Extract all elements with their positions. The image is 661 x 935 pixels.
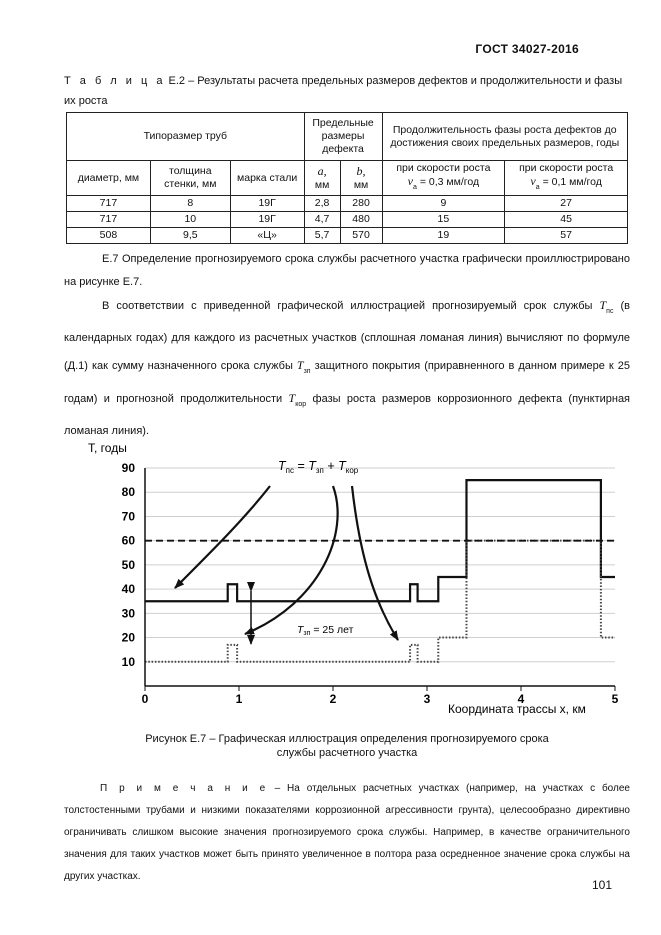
chart-series: [145, 480, 615, 662]
x-tick-label: 0: [141, 692, 149, 706]
paragraph-e7-text: Е.7 Определение прогнозируемого срока службы расчетного участка графически проиллюстрировано на рисунке Е.7.: [64, 253, 630, 288]
y-tick-label: 30: [121, 606, 135, 621]
header-rate-03-text: при скорости роста: [396, 162, 491, 174]
x-tick-label: 4: [517, 692, 525, 706]
table-cell: 480: [340, 212, 382, 228]
note-text: – На отдельных расчетных участках (например, на участках с более толстостенными трубами и низкими показателями коррозионной агрессивности грунта), целесообразно директивно ограничивать слишком высокие значения прогнозируемого срока службы. Например, в качестве ограничительного значения для таких участков может быть принято увеличенное в полтора раза осредненное значение срока службы на других участках.: [64, 783, 630, 882]
header-rate-03-symbol: v: [407, 174, 413, 188]
arrow-to-bracket: [245, 486, 338, 634]
standard-header: ГОСТ 34027-2016: [475, 42, 579, 56]
note-label: П р и м е ч а н и е: [100, 783, 268, 794]
results-table: [66, 112, 628, 244]
formula-t-ps: T: [278, 459, 286, 473]
header-diameter: диаметр, мм: [67, 161, 151, 196]
table-cell: 570: [340, 228, 382, 244]
subscript-ps: пс: [606, 308, 614, 315]
table-cell: 57: [505, 228, 628, 244]
header-rate-03-subscript: a: [412, 184, 417, 191]
y-tick-label: 70: [121, 509, 135, 524]
header-rate-01-formula: = 0,1 мм/год: [542, 176, 602, 188]
subscript-kor: кор: [295, 401, 307, 408]
paragraph-text-part-1: В соответствии с приведенной графической иллюстрацией прогнозируемый срок службы: [102, 300, 593, 312]
header-rate-01-symbol: v: [530, 174, 536, 188]
formula-t-kor: T: [338, 459, 346, 473]
table-row: [67, 196, 628, 212]
table-cell: 2,8: [304, 196, 340, 212]
y-tick-label: 50: [121, 557, 135, 572]
header-a-symbol: a,: [317, 163, 327, 178]
table-cell: 45: [505, 212, 628, 228]
x-tick-label: 1: [235, 692, 243, 706]
header-rate-03: [382, 161, 505, 196]
table-cell: 9,5: [150, 228, 230, 244]
paragraph-text-part-3: защитного покрытия (приравненного в данном примере к 25 годам) и прогнозной продолжительности: [64, 360, 631, 405]
paragraph-e7: [64, 248, 630, 294]
formula-sub-kor: кор: [345, 466, 359, 475]
table-caption-text: Е.2 – Результаты расчета предельных размеров дефектов и продолжительности и фазы их роста: [64, 75, 623, 107]
figure-caption-line-2: службы расчетного участка: [276, 747, 418, 759]
header-rate-01-text: при скорости роста: [519, 162, 614, 174]
zp-label-value: = 25 лет: [310, 624, 354, 636]
paragraph-service-life: [64, 292, 630, 445]
chart-ticks: [122, 461, 619, 706]
y-tick-label: 40: [121, 582, 135, 597]
table-cell: 280: [340, 196, 382, 212]
table-cell: 19Г: [230, 196, 304, 212]
table-cell: 4,7: [304, 212, 340, 228]
table-cell: 19: [382, 228, 505, 244]
header-a: [304, 161, 340, 196]
formula-sub-zp: зп: [315, 466, 324, 475]
y-tick-label: 90: [121, 461, 135, 475]
table-cell: «Ц»: [230, 228, 304, 244]
table-cell: 717: [67, 196, 151, 212]
table-cell: 15: [382, 212, 505, 228]
symbol-t: T: [296, 358, 304, 372]
header-limit-size: Предельные размеры дефекта: [304, 113, 382, 161]
table-cell: 717: [67, 212, 151, 228]
page-number: 101: [592, 878, 613, 892]
header-thickness: толщина стенки, мм: [150, 161, 230, 196]
table-caption: [64, 71, 630, 111]
table-cell: 9: [382, 196, 505, 212]
y-axis-label: T, годы: [88, 441, 127, 455]
header-b-symbol: b,: [356, 163, 366, 178]
header-b-unit: мм: [353, 178, 369, 191]
subscript-zp: зп: [303, 368, 311, 375]
header-a-unit: мм: [314, 178, 330, 191]
table-caption-label: Т а б л и ц а: [64, 75, 166, 87]
table-cell: 19Г: [230, 212, 304, 228]
x-tick-label: 3: [423, 692, 431, 706]
zp-label: [297, 624, 354, 637]
zp-label-sub: зп: [303, 630, 311, 637]
figure-caption-line-1: Рисунок Е.7 – Графическая иллюстрация определения прогнозируемого срока: [145, 733, 549, 745]
table-row: [67, 228, 628, 244]
header-rate-03-formula: = 0,3 мм/год: [419, 176, 480, 188]
x-tick-label: 5: [611, 692, 619, 706]
arrow-to-solid-line: [175, 486, 270, 588]
chart-grid: [145, 468, 615, 662]
header-rate-01: [505, 161, 628, 196]
table-cell: 27: [505, 196, 628, 212]
symbol-t: T: [599, 298, 607, 312]
table-cell: 508: [67, 228, 151, 244]
arrow-to-dotted-line: [352, 486, 398, 640]
header-growth-duration: Продолжительность фазы роста дефектов до достижения своих предельных размеров, годы: [382, 113, 627, 161]
table-cell: 8: [150, 196, 230, 212]
table-cell: 10: [150, 212, 230, 228]
y-tick-label: 10: [121, 654, 135, 669]
formula-sub-ps: пс: [285, 466, 294, 475]
formula-equals: =: [293, 459, 309, 473]
header-steel-grade: марка стали: [230, 161, 304, 196]
x-axis-label: Координата трассы x, км: [448, 702, 586, 716]
formula-t-zp: T: [308, 459, 316, 473]
header-pipe-size: Типоразмер труб: [67, 113, 305, 161]
zp-label-t: T: [297, 624, 304, 636]
formula-plus: +: [323, 459, 339, 473]
formula-annotation: [278, 459, 359, 475]
figure-caption: [66, 732, 628, 760]
service-life-chart: [70, 438, 620, 718]
x-tick-label: 2: [329, 692, 337, 706]
table-row: [67, 212, 628, 228]
y-tick-label: 60: [121, 533, 135, 548]
y-tick-label: 80: [121, 485, 135, 500]
paragraph-text-part-4: фазы роста размеров коррозионного дефекта (пунктирная ломаная линия).: [64, 393, 631, 437]
symbol-t: T: [288, 391, 296, 405]
paragraph-text-part-2: (в календарных годах) для каждого из расчетных участков (сплошная ломаная линия) вычисляют по формуле (Д.1) как сумму назначенного срока службы: [64, 300, 630, 372]
y-tick-label: 20: [121, 630, 135, 645]
table-cell: 5,7: [304, 228, 340, 244]
header-b: [340, 161, 382, 196]
header-rate-01-subscript: a: [535, 184, 540, 191]
note: [64, 778, 630, 888]
